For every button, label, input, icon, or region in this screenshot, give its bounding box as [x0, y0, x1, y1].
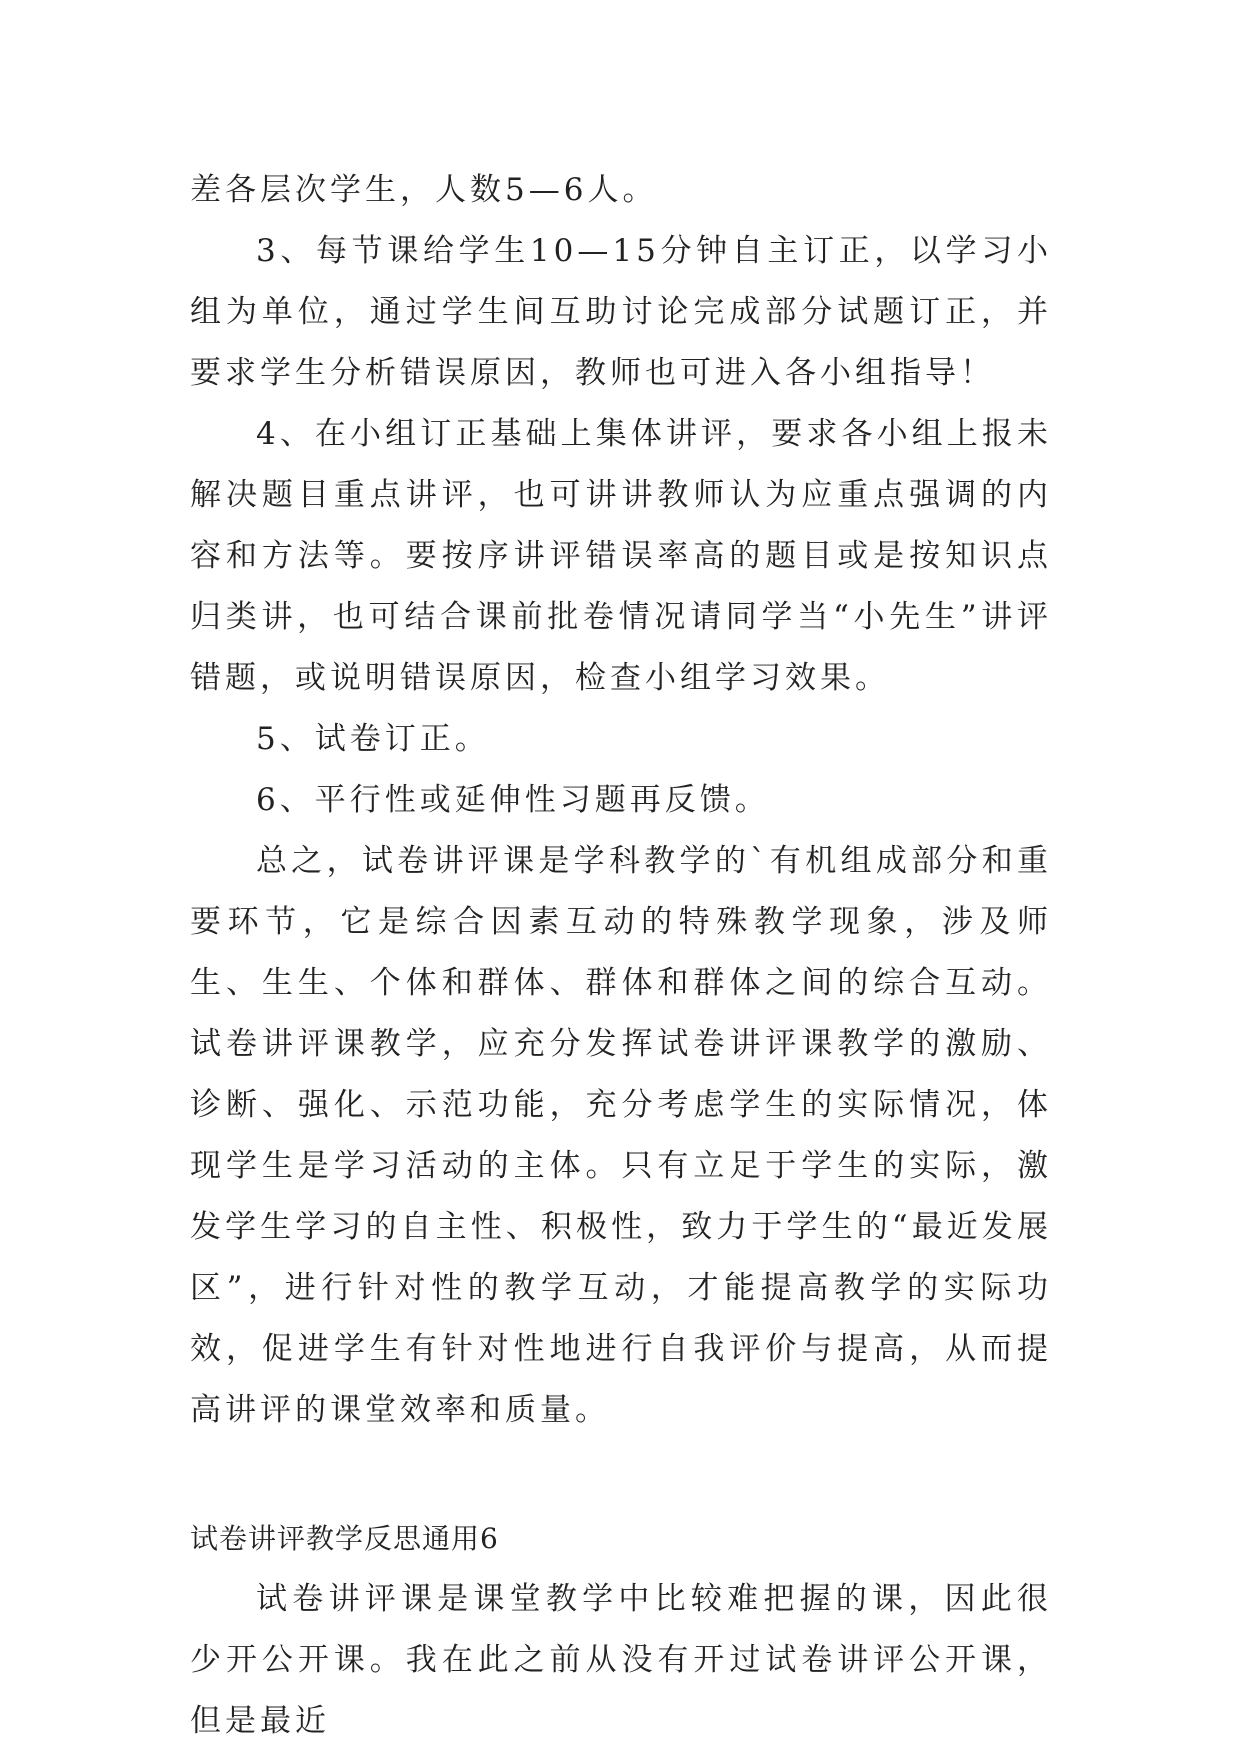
paragraph-summary: 总之，试卷讲评课是学科教学的`有机组成部分和重要环节，它是综合因素互动的特殊教学现象，涉及师生、生生、个体和群体、群体和群体之间的综合互动。试卷讲评课教学，应充分发挥试卷讲评课教学的激励、诊断、强化、示范功能，充分考虑学生的实际情况，体现学生是学习活动的主体。只有立足于学生的实际，激发学生学习的自主性、积极性，致力于学生的“最近发展区”，进行针对性的教学互动，才能提高教学的实际功效，促进学生有针对性地进行自我评价与提高，从而提高讲评的课堂效率和质量。 — [190, 843, 1052, 1428]
paragraph-step-3: 3、每节课给学生10—15分钟自主订正，以学习小组为单位，通过学生间互助讨论完成部分试题订正，并要求学生分析错误原因，教师也可进入各小组指导！ — [190, 233, 1052, 391]
paragraph-step-6: 6、平行性或延伸性习题再反馈。 — [256, 782, 770, 818]
section-title: 试卷讲评教学反思通用6 — [190, 1522, 499, 1555]
paragraph-section-intro: 试卷讲评课是课堂教学中比较难把握的课，因此很少开公开课。我在此之前从没有开过试卷讲评公开课，但是最近 — [190, 1581, 1052, 1739]
paragraph-step-5: 5、试卷订正。 — [256, 721, 490, 757]
document-body — [190, 160, 1052, 1752]
paragraph-continuation: 差各层次学生，人数5—6人。 — [190, 172, 658, 208]
paragraph-step-4: 4、在小组订正基础上集体讲评，要求各小组上报未解决题目重点讲评，也可讲讲教师认为应重点强调的内容和方法等。要按序讲评错误率高的题目或是按知识点归类讲，也可结合课前批卷情况请同学当“小先生”讲评错题，或说明错误原因，检查小组学习效果。 — [190, 416, 1052, 696]
